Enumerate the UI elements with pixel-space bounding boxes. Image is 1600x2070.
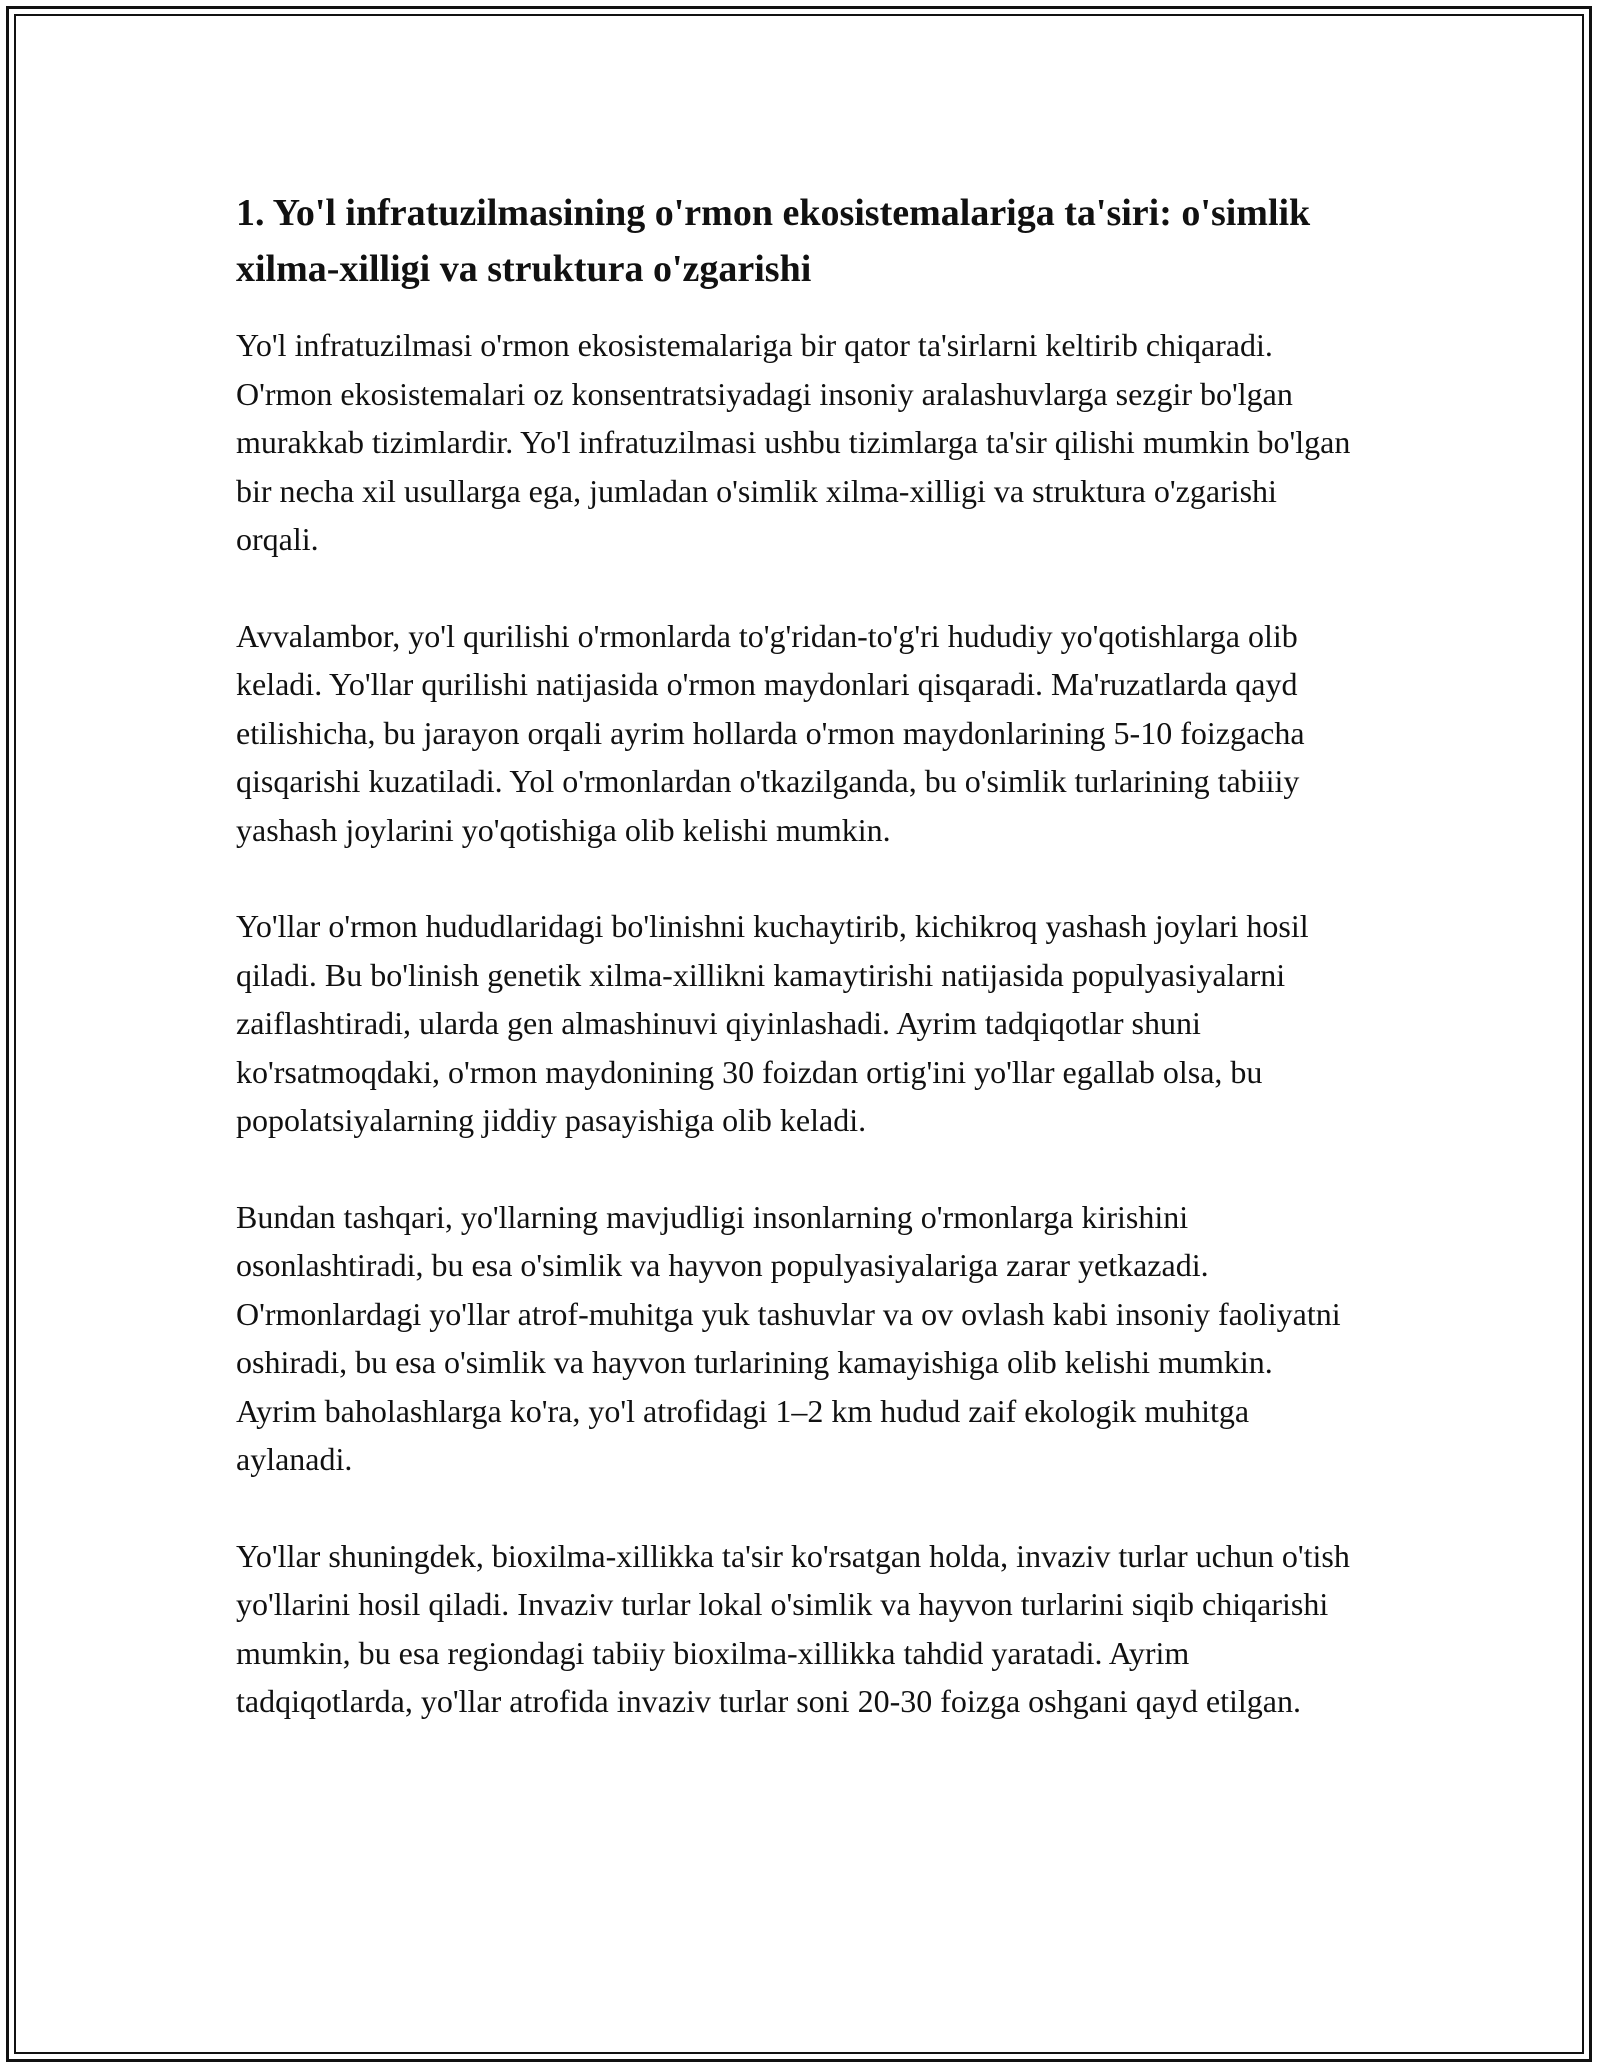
document-body [236,185,1356,1774]
paragraph-1: Yo'l infratuzilmasi o'rmon ekosistemalariga bir qator ta'sirlarni keltirib chiqaradi. O'rmon ekosistemalari oz konsentratsiyadagi insoniy aralashuvlarga sezgir bo'lgan murakkab tizimlardir. Yo'l infratuzilmasi ushbu tizimlarga ta'sir qilishi mumkin bo'lgan bir necha xil usullarga ega, jumladan o'simlik xilma-xilligi va struktura o'zgarishi orqali. [236,327,1351,557]
paragraph-4: Bundan tashqari, yo'llarning mavjudligi insonlarning o'rmonlarga kirishini osonlashtiradi, bu esa o'simlik va hayvon populyasiyalariga zarar yetkazadi. O'rmonlardagi yo'llar atrof-muhitga yuk tashuvlar va ov ovlash kabi insoniy faoliyatni oshiradi, bu esa o'simlik va hayvon turlarining kamayishiga olib kelishi mumkin. Ayrim baholashlarga ko'ra, yo'l atrofidagi 1–2 km hudud zaif ekologik muhitga aylanadi. [236,1198,1341,1477]
paragraph-3: Yo'llar o'rmon hududlaridagi bo'linishni kuchaytirib, kichikroq yashash joylari hosil qiladi. Bu bo'linish genetik xilma-xillikni kamaytirishi natijasida populyasiyalarni zaiflashtiradi, ularda gen almashinuvi qiyinlashadi. Ayrim tadqiqotlar shuni ko'rsatmoqdaki, o'rmon maydonining 30 foizdan ortig'ini yo'llar egallab olsa, bu popolatsiyalarning jiddiy pasayishiga olib keladi. [236,908,1309,1138]
paragraph-2: Avvalambor, yo'l qurilishi o'rmonlarda to'g'ridan-to'g'ri hududiy yo'qotishlarga olib keladi. Yo'llar qurilishi natijasida o'rmon maydonlari qisqaradi. Ma'ruzatlarda qayd etilishicha, bu jarayon orqali ayrim hollarda o'rmon maydonlarining 5-10 foizgacha qisqarishi kuzatiladi. Yol o'rmonlardan o'tkazilganda, bu o'simlik turlarining tabiiiy yashash joylarini yo'qotishiga olib kelishi mumkin. [236,617,1305,848]
section-title: 1. Yo'l infratuzilmasining o'rmon ekosistemalariga ta'siri: o'simlik xilma-xilligi va struktura o'zgarishi [236,192,1311,290]
paragraph-5: Yo'llar shuningdek, bioxilma-xillikka ta'sir ko'rsatgan holda, invaziv turlar uchun o'tish yo'llarini hosil qiladi. Invaziv turlar lokal o'simlik va hayvon turlarini siqib chiqarishi mumkin, bu esa regiondagi tabiiy bioxilma-xillikka tahdid yaratadi. Ayrim tadqiqotlarda, yo'llar atrofida invaziv turlar soni 20-30 foizga oshgani qayd etilgan. [236,1537,1350,1719]
